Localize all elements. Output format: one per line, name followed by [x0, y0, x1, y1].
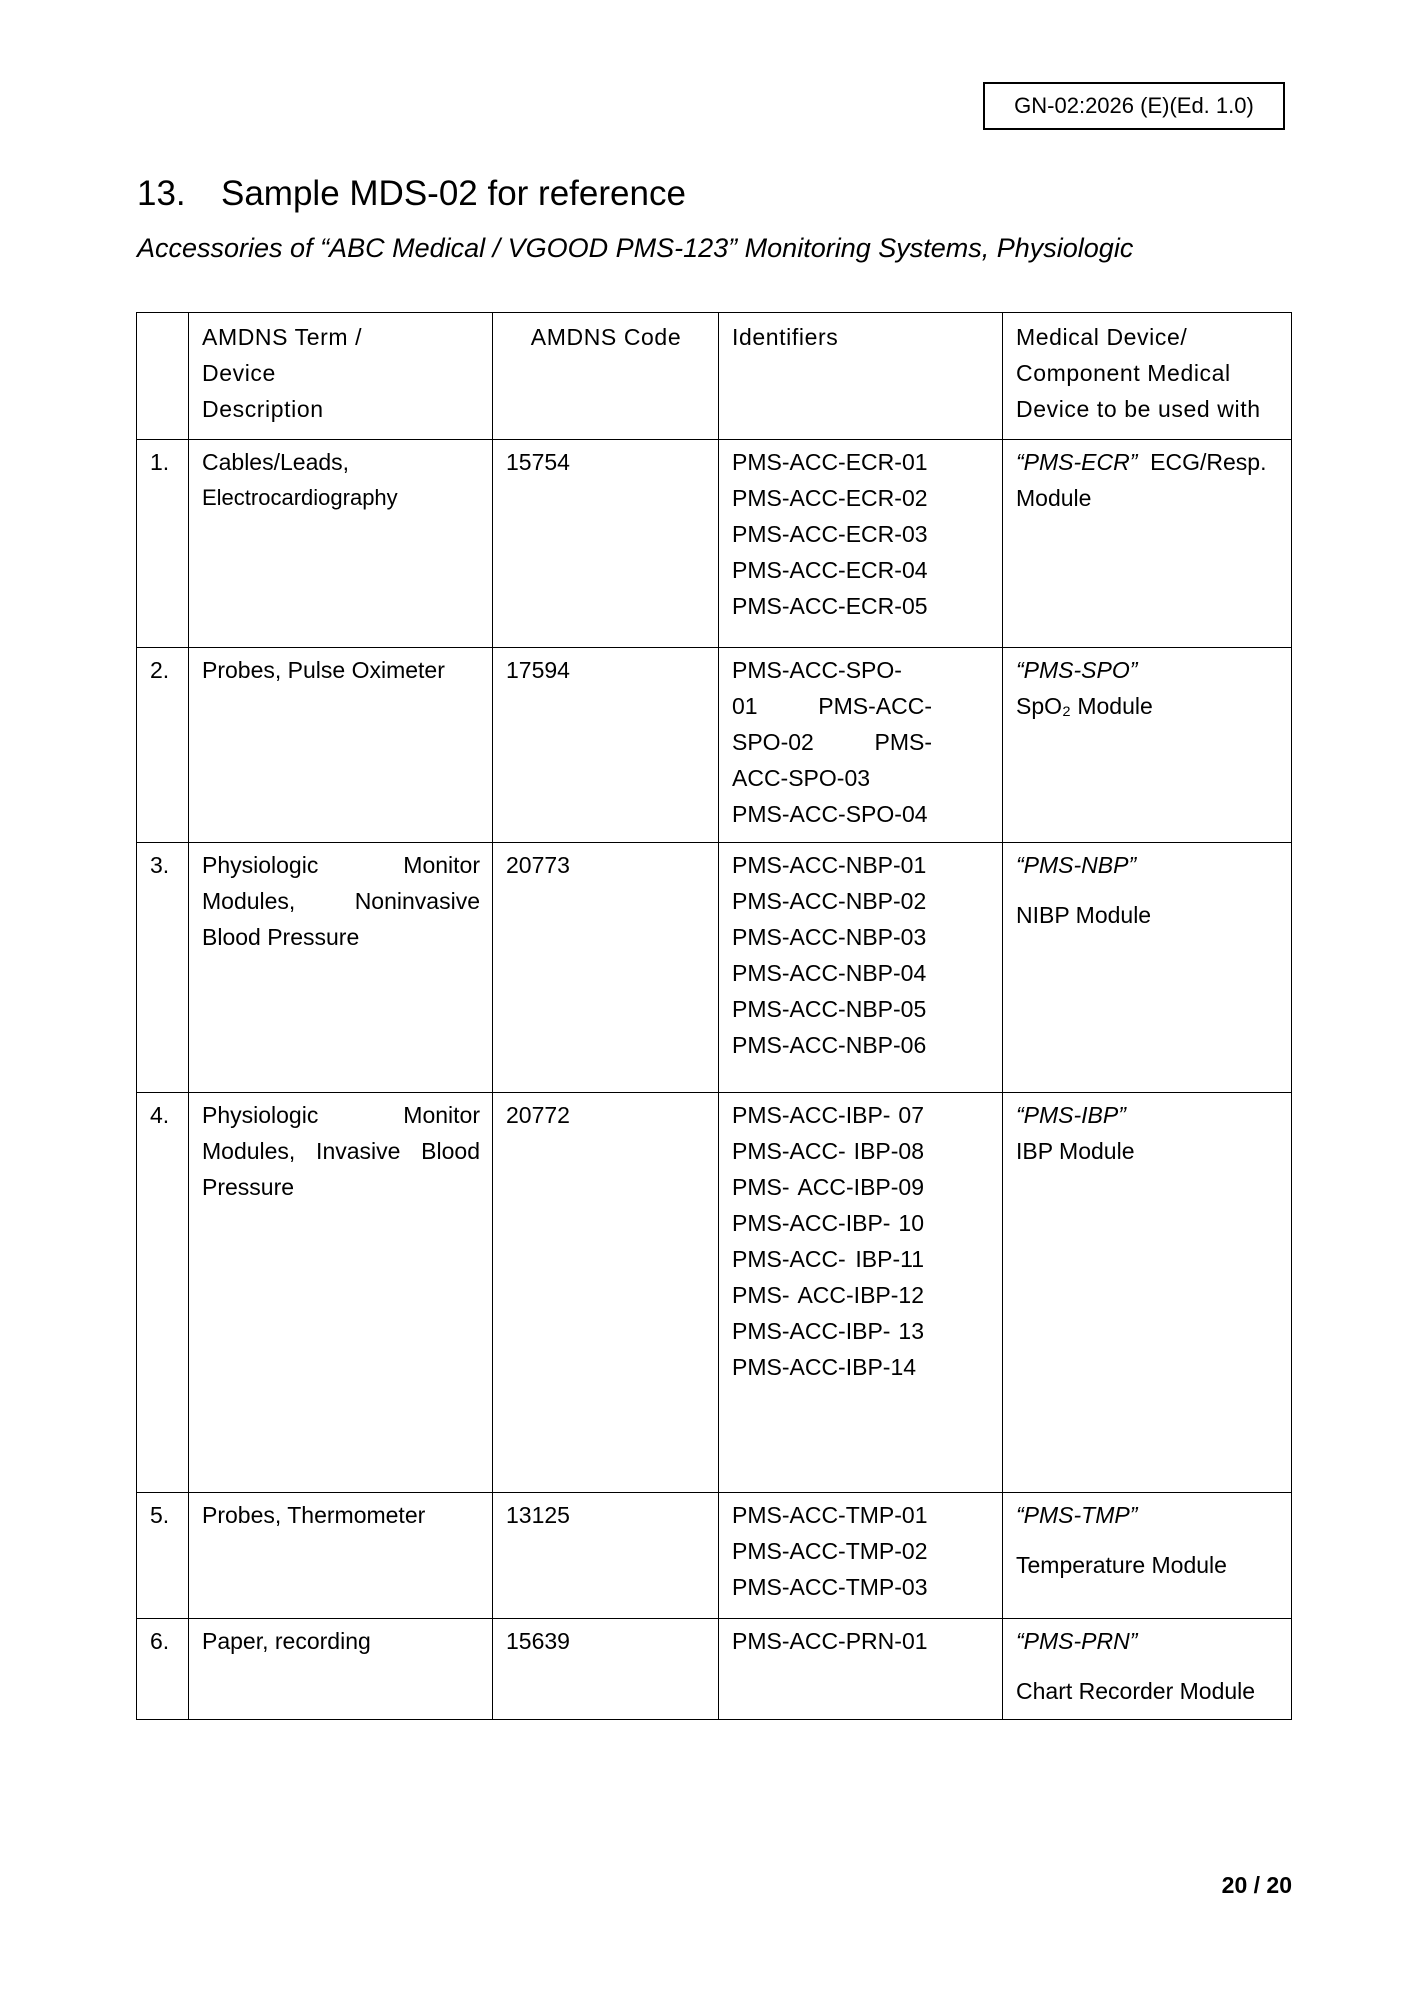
row-module — [1003, 1093, 1292, 1493]
identifier: PMS-ACC-ECR-03 — [732, 521, 928, 547]
row-term-line: Probes, Pulse Oximeter — [202, 657, 445, 683]
row-identifiers — [719, 843, 1003, 1093]
row-number: 2. — [137, 648, 189, 843]
module-name: “PMS-TMP” — [1016, 1502, 1138, 1528]
header-term-line: Description — [202, 396, 324, 422]
table-row — [137, 1619, 1292, 1720]
identifier: PMS-ACC-ECR-01 — [732, 449, 928, 475]
header-term — [189, 313, 493, 440]
identifier: PMS-ACC-NBP-05 — [732, 996, 927, 1022]
row-number: 1. — [137, 440, 189, 648]
row-code: 20772 — [493, 1093, 719, 1493]
identifier: PMS-ACC-NBP-06 — [732, 1032, 927, 1058]
section-number: 13. — [137, 174, 186, 213]
row-term — [189, 1493, 493, 1619]
module-name: “PMS-ECR” — [1016, 449, 1138, 475]
row-term-line: Paper, recording — [202, 1628, 371, 1654]
module-description: IBP Module — [1016, 1138, 1135, 1164]
header-module-line: Component Medical — [1016, 360, 1231, 386]
row-number: 5. — [137, 1493, 189, 1619]
row-identifiers — [719, 1619, 1003, 1720]
identifier: PMS-ACC-NBP-01 — [732, 852, 927, 878]
header-module-line: Device to be used with — [1016, 396, 1261, 422]
row-term-line: Physiologic Monitor Modules, Noninvasive Blood Pressure — [202, 852, 480, 950]
row-number: 3. — [137, 843, 189, 1093]
header-term-line: AMDNS Term / — [202, 324, 363, 350]
row-number: 4. — [137, 1093, 189, 1493]
module-description: ECG/Resp. Module — [1016, 449, 1267, 511]
identifier: PMS-ACC-NBP-04 — [732, 960, 927, 986]
identifier: PMS-ACC-ECR-04 — [732, 557, 928, 583]
identifier: PMS-ACC-NBP-03 — [732, 924, 927, 950]
row-code: 13125 — [493, 1493, 719, 1619]
identifier: PMS-ACC-TMP-03 — [732, 1574, 928, 1600]
row-term-line: Electrocardiography — [202, 485, 398, 510]
section-heading — [137, 172, 686, 216]
row-term — [189, 440, 493, 648]
row-identifiers — [719, 440, 1003, 648]
identifier-block: PMS-ACC-SPO- 01 PMS-ACC- SPO-02 PMS- ACC-SPO-03 PMS-ACC-SPO-04 — [732, 657, 932, 827]
table-row — [137, 1493, 1292, 1619]
module-description: Temperature Module — [1016, 1552, 1227, 1578]
header-term-line: Device — [202, 360, 276, 386]
module-description: NIBP Module — [1016, 902, 1152, 928]
mds-table — [136, 312, 1292, 1720]
header-module-line: Medical Device/ — [1016, 324, 1188, 350]
module-description: Chart Recorder Module — [1016, 1678, 1256, 1704]
row-term — [189, 843, 493, 1093]
identifier: PMS-ACC-ECR-02 — [732, 485, 928, 511]
module-description: SpO₂ Module — [1016, 693, 1153, 719]
row-module — [1003, 843, 1292, 1093]
page-number: 20 / 20 — [1221, 1872, 1292, 1898]
row-identifiers — [719, 648, 1003, 843]
identifier: PMS-ACC-TMP-02 — [732, 1538, 928, 1564]
row-module — [1003, 1619, 1292, 1720]
row-module — [1003, 440, 1292, 648]
row-code: 20773 — [493, 843, 719, 1093]
table-row — [137, 440, 1292, 648]
row-term-line: Probes, Thermometer — [202, 1502, 426, 1528]
row-code: 17594 — [493, 648, 719, 843]
row-term — [189, 1619, 493, 1720]
row-number: 6. — [137, 1619, 189, 1720]
module-name: “PMS-IBP” — [1016, 1102, 1126, 1128]
header-no — [137, 313, 189, 440]
row-module — [1003, 648, 1292, 843]
section-subtitle: Accessories of “ABC Medical / VGOOD PMS-123” Monitoring Systems, Physiologic — [137, 233, 1134, 263]
row-code: 15754 — [493, 440, 719, 648]
header-identifiers: Identifiers — [719, 313, 1003, 440]
row-identifiers — [719, 1093, 1003, 1493]
row-term-line: Physiologic Monitor Modules, Invasive Blood Pressure — [202, 1102, 480, 1200]
header-module — [1003, 313, 1292, 440]
row-module — [1003, 1493, 1292, 1619]
identifier: PMS-ACC-ECR-05 — [732, 593, 928, 619]
identifier: PMS-ACC-TMP-01 — [732, 1502, 928, 1528]
row-identifiers — [719, 1493, 1003, 1619]
row-term — [189, 1093, 493, 1493]
module-name: “PMS-PRN” — [1016, 1628, 1138, 1654]
table-row — [137, 1093, 1292, 1493]
table-row — [137, 843, 1292, 1093]
header-code: AMDNS Code — [493, 313, 719, 440]
row-code: 15639 — [493, 1619, 719, 1720]
module-name: “PMS-SPO” — [1016, 657, 1138, 683]
table-header-row — [137, 313, 1292, 440]
document-reference: GN-02:2026 (E)(Ed. 1.0) — [983, 82, 1285, 130]
module-name: “PMS-NBP” — [1016, 852, 1137, 878]
section-title: Sample MDS-02 for reference — [221, 174, 686, 213]
row-term — [189, 648, 493, 843]
identifier-block: PMS-ACC-IBP- 07 PMS-ACC- IBP-08 PMS- ACC-IBP-09 PMS-ACC-IBP- 10 PMS-ACC- IBP-11 PMS- ACC-IBP-12 PMS-ACC-IBP- 13 PMS-ACC-IBP-14 — [732, 1102, 924, 1380]
identifier: PMS-ACC-NBP-02 — [732, 888, 927, 914]
row-term-line: Cables/Leads, — [202, 449, 350, 475]
identifier: PMS-ACC-PRN-01 — [732, 1628, 928, 1654]
table-row — [137, 648, 1292, 843]
